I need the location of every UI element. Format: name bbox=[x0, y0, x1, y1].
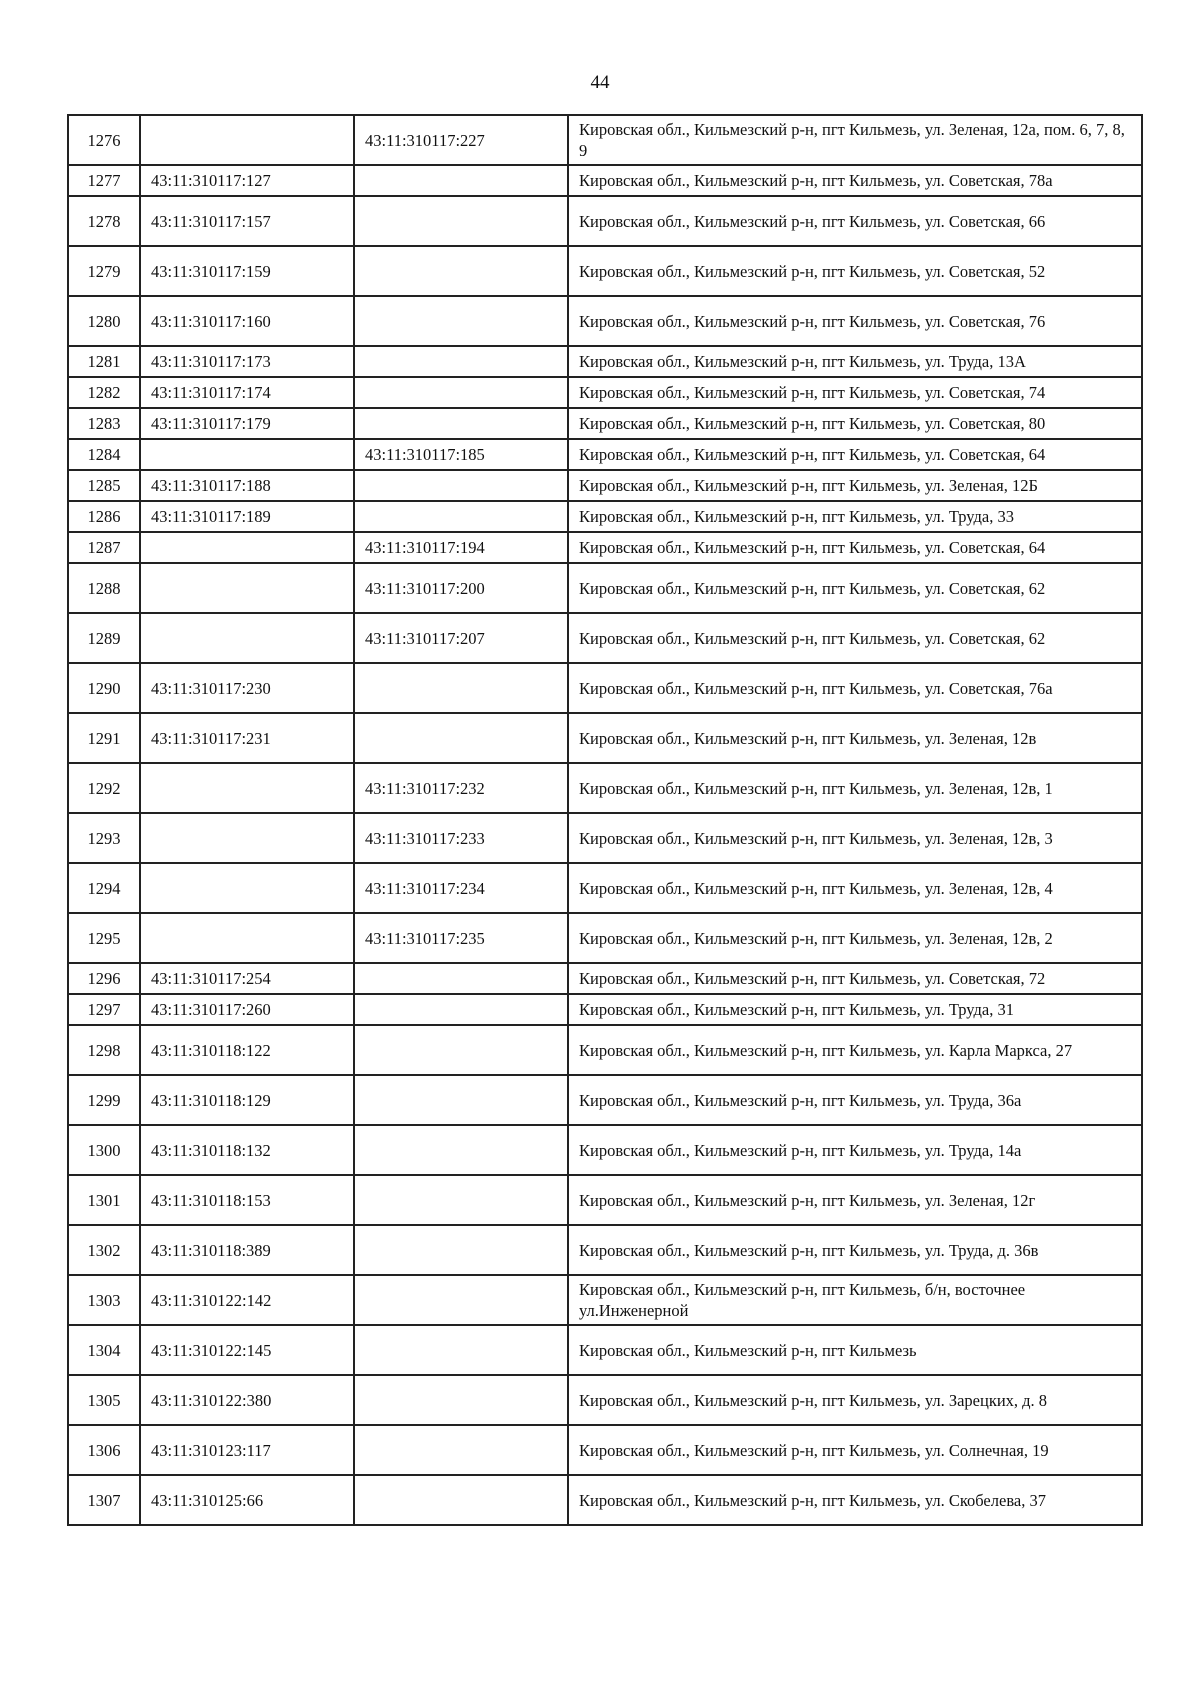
row-number-cell: 1286 bbox=[68, 501, 140, 532]
page-number: 44 bbox=[590, 72, 610, 93]
cadastral-number-secondary-cell bbox=[354, 377, 568, 408]
table-row bbox=[68, 1475, 1142, 1525]
table-row bbox=[68, 439, 1142, 470]
cadastral-number-secondary-cell bbox=[354, 1125, 568, 1175]
cadastral-number-cell: 43:11:310117:254 bbox=[140, 963, 354, 994]
table-row bbox=[68, 863, 1142, 913]
table-row bbox=[68, 1025, 1142, 1075]
address-cell: Кировская обл., Кильмезский р-н, пгт Кильмезь, ул. Советская, 74 bbox=[568, 377, 1142, 408]
cadastral-number-cell: 43:11:310118:153 bbox=[140, 1175, 354, 1225]
address-cell: Кировская обл., Кильмезский р-н, пгт Кильмезь, ул. Советская, 64 bbox=[568, 532, 1142, 563]
row-number-cell: 1303 bbox=[68, 1275, 140, 1325]
row-number-cell: 1302 bbox=[68, 1225, 140, 1275]
row-number-cell: 1289 bbox=[68, 613, 140, 663]
cadastral-number-secondary-cell: 43:11:310117:235 bbox=[354, 913, 568, 963]
table-row bbox=[68, 346, 1142, 377]
address-cell: Кировская обл., Кильмезский р-н, пгт Кильмезь, ул. Труда, 31 bbox=[568, 994, 1142, 1025]
table-row bbox=[68, 1225, 1142, 1275]
address-cell: Кировская обл., Кильмезский р-н, пгт Кильмезь, ул. Зарецких, д. 8 bbox=[568, 1375, 1142, 1425]
table-row bbox=[68, 408, 1142, 439]
address-cell: Кировская обл., Кильмезский р-н, пгт Кильмезь, ул. Советская, 66 bbox=[568, 196, 1142, 246]
table-row bbox=[68, 1175, 1142, 1225]
row-number-cell: 1295 bbox=[68, 913, 140, 963]
cadastral-number-cell: 43:11:310117:157 bbox=[140, 196, 354, 246]
row-number-cell: 1287 bbox=[68, 532, 140, 563]
table-row bbox=[68, 663, 1142, 713]
row-number-cell: 1281 bbox=[68, 346, 140, 377]
table-row bbox=[68, 377, 1142, 408]
cadastral-number-cell: 43:11:310117:159 bbox=[140, 246, 354, 296]
address-cell: Кировская обл., Кильмезский р-н, пгт Кильмезь, ул. Труда, д. 36в bbox=[568, 1225, 1142, 1275]
row-number-cell: 1305 bbox=[68, 1375, 140, 1425]
registry-table-body bbox=[68, 115, 1142, 1525]
cadastral-number-secondary-cell: 43:11:310117:234 bbox=[354, 863, 568, 913]
cadastral-number-cell bbox=[140, 863, 354, 913]
address-cell: Кировская обл., Кильмезский р-н, пгт Кильмезь, ул. Труда, 14а bbox=[568, 1125, 1142, 1175]
cadastral-number-cell: 43:11:310122:142 bbox=[140, 1275, 354, 1325]
cadastral-number-cell: 43:11:310117:160 bbox=[140, 296, 354, 346]
table-row bbox=[68, 296, 1142, 346]
cadastral-number-cell bbox=[140, 439, 354, 470]
cadastral-number-secondary-cell bbox=[354, 408, 568, 439]
cadastral-number-secondary-cell bbox=[354, 196, 568, 246]
row-number-cell: 1296 bbox=[68, 963, 140, 994]
cadastral-number-secondary-cell bbox=[354, 713, 568, 763]
cadastral-number-secondary-cell: 43:11:310117:194 bbox=[354, 532, 568, 563]
row-number-cell: 1300 bbox=[68, 1125, 140, 1175]
cadastral-number-secondary-cell bbox=[354, 1025, 568, 1075]
row-number-cell: 1301 bbox=[68, 1175, 140, 1225]
cadastral-number-cell: 43:11:310117:188 bbox=[140, 470, 354, 501]
table-row bbox=[68, 913, 1142, 963]
cadastral-number-secondary-cell bbox=[354, 165, 568, 196]
address-cell: Кировская обл., Кильмезский р-н, пгт Кильмезь, ул. Советская, 62 bbox=[568, 563, 1142, 613]
cadastral-number-cell: 43:11:310118:122 bbox=[140, 1025, 354, 1075]
address-cell: Кировская обл., Кильмезский р-н, пгт Кильмезь, ул. Советская, 62 bbox=[568, 613, 1142, 663]
row-number-cell: 1276 bbox=[68, 115, 140, 165]
cadastral-number-cell: 43:11:310122:380 bbox=[140, 1375, 354, 1425]
cadastral-number-cell: 43:11:310122:145 bbox=[140, 1325, 354, 1375]
address-cell: Кировская обл., Кильмезский р-н, пгт Кильмезь, б/н, восточнее ул.Инженерной bbox=[568, 1275, 1142, 1325]
row-number-cell: 1304 bbox=[68, 1325, 140, 1375]
row-number-cell: 1306 bbox=[68, 1425, 140, 1475]
cadastral-number-secondary-cell bbox=[354, 663, 568, 713]
row-number-cell: 1307 bbox=[68, 1475, 140, 1525]
table-row bbox=[68, 963, 1142, 994]
table-row bbox=[68, 563, 1142, 613]
cadastral-number-secondary-cell bbox=[354, 1375, 568, 1425]
row-number-cell: 1279 bbox=[68, 246, 140, 296]
address-cell: Кировская обл., Кильмезский р-н, пгт Кильмезь, ул. Труда, 36а bbox=[568, 1075, 1142, 1125]
address-cell: Кировская обл., Кильмезский р-н, пгт Кильмезь, ул. Советская, 80 bbox=[568, 408, 1142, 439]
address-cell: Кировская обл., Кильмезский р-н, пгт Кильмезь, ул. Солнечная, 19 bbox=[568, 1425, 1142, 1475]
table-row bbox=[68, 1325, 1142, 1375]
cadastral-number-cell: 43:11:310117:174 bbox=[140, 377, 354, 408]
address-cell: Кировская обл., Кильмезский р-н, пгт Кильмезь, ул. Советская, 72 bbox=[568, 963, 1142, 994]
registry-table bbox=[67, 114, 1143, 1526]
cadastral-number-secondary-cell bbox=[354, 470, 568, 501]
cadastral-number-cell: 43:11:310118:132 bbox=[140, 1125, 354, 1175]
cadastral-number-secondary-cell: 43:11:310117:232 bbox=[354, 763, 568, 813]
cadastral-number-cell: 43:11:310117:231 bbox=[140, 713, 354, 763]
table-row bbox=[68, 1275, 1142, 1325]
address-cell: Кировская обл., Кильмезский р-н, пгт Кильмезь, ул. Советская, 76а bbox=[568, 663, 1142, 713]
cadastral-number-secondary-cell bbox=[354, 1475, 568, 1525]
cadastral-number-cell bbox=[140, 563, 354, 613]
cadastral-number-secondary-cell bbox=[354, 1075, 568, 1125]
address-cell: Кировская обл., Кильмезский р-н, пгт Кильмезь, ул. Советская, 52 bbox=[568, 246, 1142, 296]
address-cell: Кировская обл., Кильмезский р-н, пгт Кильмезь, ул. Зеленая, 12в, 1 bbox=[568, 763, 1142, 813]
cadastral-number-cell: 43:11:310117:260 bbox=[140, 994, 354, 1025]
row-number-cell: 1298 bbox=[68, 1025, 140, 1075]
address-cell: Кировская обл., Кильмезский р-н, пгт Кильмезь bbox=[568, 1325, 1142, 1375]
address-cell: Кировская обл., Кильмезский р-н, пгт Кильмезь, ул. Зеленая, 12а, пом. 6, 7, 8, 9 bbox=[568, 115, 1142, 165]
table-row bbox=[68, 115, 1142, 165]
cadastral-number-secondary-cell: 43:11:310117:227 bbox=[354, 115, 568, 165]
cadastral-number-cell: 43:11:310125:66 bbox=[140, 1475, 354, 1525]
row-number-cell: 1293 bbox=[68, 813, 140, 863]
row-number-cell: 1283 bbox=[68, 408, 140, 439]
address-cell: Кировская обл., Кильмезский р-н, пгт Кильмезь, ул. Зеленая, 12в, 4 bbox=[568, 863, 1142, 913]
address-cell: Кировская обл., Кильмезский р-н, пгт Кильмезь, ул. Зеленая, 12в bbox=[568, 713, 1142, 763]
row-number-cell: 1297 bbox=[68, 994, 140, 1025]
cadastral-number-cell: 43:11:310117:173 bbox=[140, 346, 354, 377]
address-cell: Кировская обл., Кильмезский р-н, пгт Кильмезь, ул. Труда, 13А bbox=[568, 346, 1142, 377]
table-row bbox=[68, 1075, 1142, 1125]
address-cell: Кировская обл., Кильмезский р-н, пгт Кильмезь, ул. Скобелева, 37 bbox=[568, 1475, 1142, 1525]
table-row bbox=[68, 1425, 1142, 1475]
cadastral-number-secondary-cell bbox=[354, 1175, 568, 1225]
cadastral-number-cell: 43:11:310117:179 bbox=[140, 408, 354, 439]
cadastral-number-secondary-cell: 43:11:310117:233 bbox=[354, 813, 568, 863]
table-row bbox=[68, 501, 1142, 532]
row-number-cell: 1282 bbox=[68, 377, 140, 408]
cadastral-number-secondary-cell bbox=[354, 296, 568, 346]
row-number-cell: 1277 bbox=[68, 165, 140, 196]
cadastral-number-secondary-cell bbox=[354, 1275, 568, 1325]
cadastral-number-secondary-cell bbox=[354, 994, 568, 1025]
row-number-cell: 1278 bbox=[68, 196, 140, 246]
cadastral-number-secondary-cell bbox=[354, 246, 568, 296]
table-row bbox=[68, 532, 1142, 563]
cadastral-number-cell: 43:11:310118:129 bbox=[140, 1075, 354, 1125]
table-row bbox=[68, 613, 1142, 663]
cadastral-number-secondary-cell: 43:11:310117:200 bbox=[354, 563, 568, 613]
cadastral-number-cell: 43:11:310118:389 bbox=[140, 1225, 354, 1275]
table-row bbox=[68, 1375, 1142, 1425]
row-number-cell: 1285 bbox=[68, 470, 140, 501]
cadastral-number-secondary-cell bbox=[354, 346, 568, 377]
cadastral-number-cell bbox=[140, 115, 354, 165]
table-row bbox=[68, 813, 1142, 863]
address-cell: Кировская обл., Кильмезский р-н, пгт Кильмезь, ул. Советская, 78а bbox=[568, 165, 1142, 196]
row-number-cell: 1290 bbox=[68, 663, 140, 713]
cadastral-number-cell: 43:11:310123:117 bbox=[140, 1425, 354, 1475]
address-cell: Кировская обл., Кильмезский р-н, пгт Кильмезь, ул. Труда, 33 bbox=[568, 501, 1142, 532]
row-number-cell: 1280 bbox=[68, 296, 140, 346]
table-row bbox=[68, 763, 1142, 813]
cadastral-number-cell bbox=[140, 532, 354, 563]
table-row bbox=[68, 165, 1142, 196]
row-number-cell: 1299 bbox=[68, 1075, 140, 1125]
cadastral-number-secondary-cell bbox=[354, 963, 568, 994]
table-row bbox=[68, 713, 1142, 763]
cadastral-number-secondary-cell bbox=[354, 1425, 568, 1475]
row-number-cell: 1292 bbox=[68, 763, 140, 813]
table-row bbox=[68, 470, 1142, 501]
table-row bbox=[68, 246, 1142, 296]
table-row bbox=[68, 196, 1142, 246]
cadastral-number-cell bbox=[140, 813, 354, 863]
cadastral-number-secondary-cell: 43:11:310117:185 bbox=[354, 439, 568, 470]
cadastral-number-cell bbox=[140, 763, 354, 813]
address-cell: Кировская обл., Кильмезский р-н, пгт Кильмезь, ул. Советская, 76 bbox=[568, 296, 1142, 346]
row-number-cell: 1291 bbox=[68, 713, 140, 763]
row-number-cell: 1284 bbox=[68, 439, 140, 470]
cadastral-number-secondary-cell bbox=[354, 1325, 568, 1375]
address-cell: Кировская обл., Кильмезский р-н, пгт Кильмезь, ул. Зеленая, 12г bbox=[568, 1175, 1142, 1225]
row-number-cell: 1294 bbox=[68, 863, 140, 913]
row-number-cell: 1288 bbox=[68, 563, 140, 613]
cadastral-number-cell: 43:11:310117:230 bbox=[140, 663, 354, 713]
cadastral-number-cell: 43:11:310117:189 bbox=[140, 501, 354, 532]
cadastral-number-secondary-cell bbox=[354, 501, 568, 532]
cadastral-number-cell bbox=[140, 613, 354, 663]
address-cell: Кировская обл., Кильмезский р-н, пгт Кильмезь, ул. Карла Маркса, 27 bbox=[568, 1025, 1142, 1075]
table-row bbox=[68, 1125, 1142, 1175]
address-cell: Кировская обл., Кильмезский р-н, пгт Кильмезь, ул. Зеленая, 12Б bbox=[568, 470, 1142, 501]
cadastral-number-cell bbox=[140, 913, 354, 963]
address-cell: Кировская обл., Кильмезский р-н, пгт Кильмезь, ул. Зеленая, 12в, 3 bbox=[568, 813, 1142, 863]
cadastral-number-secondary-cell bbox=[354, 1225, 568, 1275]
cadastral-number-cell: 43:11:310117:127 bbox=[140, 165, 354, 196]
address-cell: Кировская обл., Кильмезский р-н, пгт Кильмезь, ул. Зеленая, 12в, 2 bbox=[568, 913, 1142, 963]
cadastral-number-secondary-cell: 43:11:310117:207 bbox=[354, 613, 568, 663]
address-cell: Кировская обл., Кильмезский р-н, пгт Кильмезь, ул. Советская, 64 bbox=[568, 439, 1142, 470]
table-row bbox=[68, 994, 1142, 1025]
